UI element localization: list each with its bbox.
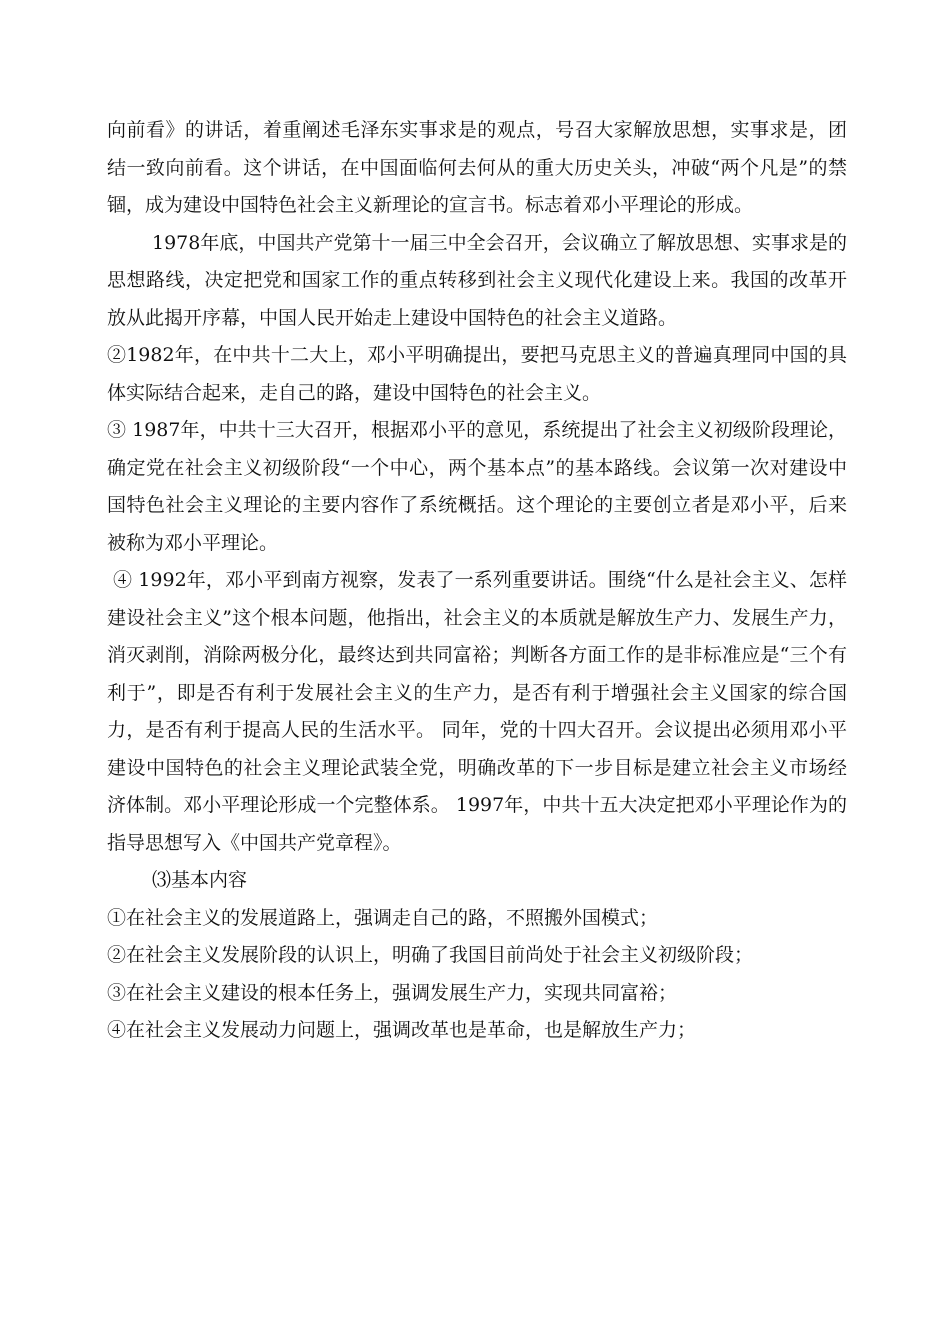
paragraph-1982: ②1982年，在中共十二大上，邓小平明确提出，要把马克思主义的普遍真理同中国的具体实际结合起来，走自己的路，建设中国特色的社会主义。 — [107, 344, 847, 404]
paragraph-1978: 1978年底，中国共产党第十一届三中全会召开，会议确立了解放思想、实事求是的思想路线，决定把党和国家工作的重点转移到社会主义现代化建设上来。我国的改革开放从此揭开序幕，中国人民开始走上建设中国特色的社会主义道路。 — [107, 231, 847, 329]
document-body — [107, 112, 847, 1050]
list-item: ①在社会主义的发展道路上，强调走自己的路，不照搬外国模式； — [107, 906, 659, 929]
paragraph-1992: ④ 1992年，邓小平到南方视察，发表了一系列重要讲话。围绕“什么是社会主义、怎样建设社会主义”这个根本问题，他指出，社会主义的本质就是解放生产力、发展生产力，消灭剥削，消除两极分化，最终达到共同富裕；判断各方面工作的是非标准应是“三个有利于”，即是否有利于发展社会主义的生产力，是否有利于增强社会主义国家的综合国力，是否有利于提高人民的生活水平。 同年，党的十四大召开。会议提出必须用邓小平建设中国特色的社会主义理论武装全党，明确改革的下一步目标是建立社会主义市场经济体制。邓小平理论形成一个完整体系。 1997年，中共十五大决定把邓小平理论作为的指导思想写入《中国共产党章程》。 — [107, 569, 847, 854]
list-item: ④在社会主义发展动力问题上，强调改革也是革命，也是解放生产力； — [107, 1019, 697, 1041]
paragraph-speech: 向前看》的讲话，着重阐述毛泽东实事求是的观点，号召大家解放思想，实事求是，团结一致向前看。这个讲话，在中国面临何去何从的重大历史关头，冲破“两个凡是”的禁锢，成为建设中国特色社会主义新理论的宣言书。标志着邓小平理论的形成。 — [107, 119, 847, 216]
list-item: ②在社会主义发展阶段的认识上，明确了我国目前尚处于社会主义初级阶段； — [107, 944, 754, 966]
section-heading: ⑶基本内容 — [152, 869, 248, 891]
paragraph-1987: ③ 1987年，中共十三大召开，根据邓小平的意见，系统提出了社会主义初级阶段理论，确定党在社会主义初级阶段“一个中心，两个基本点”的基本路线。会议第一次对建设中国特色社会主义理论的主要内容作了系统概括。这个理论的主要创立者是邓小平，后来被称为邓小平理论。 — [107, 419, 847, 554]
list-item: ③在社会主义建设的根本任务上，强调发展生产力，实现共同富裕； — [107, 981, 678, 1004]
